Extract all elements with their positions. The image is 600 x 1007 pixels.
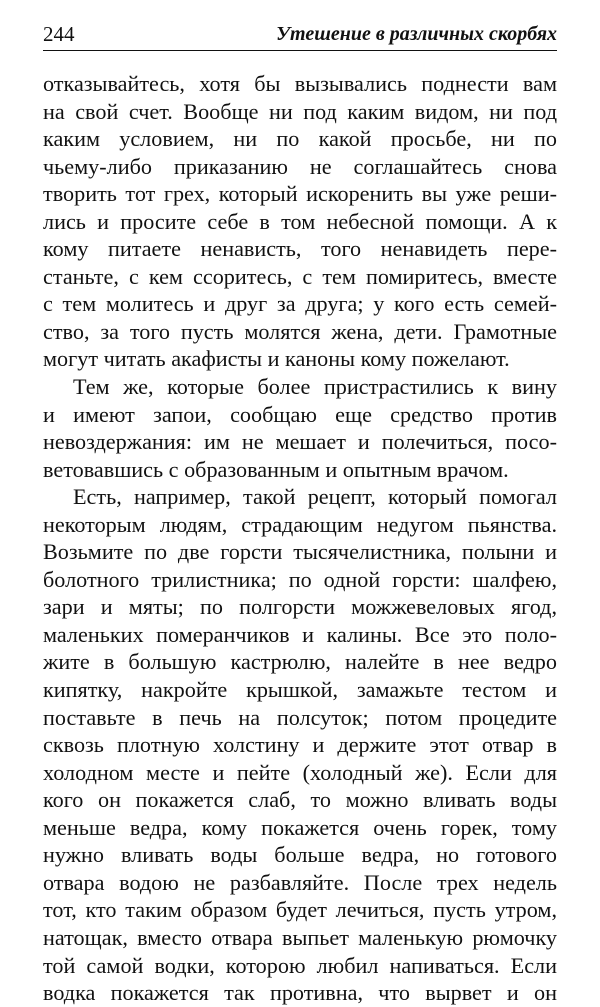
text-line: зари и мяты; по полгорсти можжевеловых ягод,	[43, 594, 557, 620]
text-line: творить тот грех, который искоренить вы уже реши-	[43, 181, 557, 207]
text-line: отвара водою не разбавляйте. После трех недель	[43, 869, 557, 895]
text-line: натощак, вместо отвара выпьет маленькую рюмочку	[43, 924, 557, 950]
text-line: водка покажется так противна, что вырвет и он	[43, 980, 557, 1006]
text-line: кому питаете ненависть, того ненавидеть пере-	[43, 236, 557, 262]
text-line: холодном месте и пейте (холодный же). Если для	[43, 759, 557, 785]
paragraph	[43, 373, 557, 483]
text-line: некоторым людям, страдающим недугом пьянства.	[43, 511, 557, 537]
text-line: могут читать акафисты и каноны кому пожелают.	[43, 346, 510, 372]
text-line: болотного трилистника; по одной горсти: шалфею,	[43, 566, 557, 592]
text-line: сквозь плотную холстину и держите этот отвар в	[43, 732, 557, 758]
text-line: Возьмите по две горсти тысячелистника, полыни и	[43, 539, 557, 565]
text-line: Тем же, которые более пристрастились к вину	[73, 374, 557, 400]
paragraph	[43, 70, 557, 373]
page-number: 244	[43, 22, 75, 46]
text-line: ство, за того пусть молятся жена, дети. Грамотные	[43, 318, 557, 344]
text-line: меньше ведра, кому покажется очень горек, тому	[43, 814, 557, 840]
text-line: и имеют запои, сообщаю еще средство против	[43, 401, 557, 427]
text-line: жите в большую кастрюлю, налейте в нее ведро	[43, 649, 557, 675]
text-line: ветовавшись с образованным и опытным врачом.	[43, 456, 509, 482]
text-line: на свой счет. Вообще ни под каким видом, ни под	[43, 98, 557, 124]
paragraph	[43, 483, 557, 1006]
running-head-title: Утешение в различных скорбях	[276, 23, 557, 45]
running-head	[43, 22, 557, 51]
text-line: невоздержания: им не мешает и полечиться, посо-	[43, 429, 557, 455]
text-line: кого он покажется слаб, то можно вливать воды	[43, 787, 557, 813]
body-text	[43, 70, 557, 1007]
text-line: Есть, например, такой рецепт, который помогал	[73, 484, 557, 510]
text-line: маленьких померанчиков и калины. Все это поло-	[43, 621, 557, 647]
text-line: станьте, с кем ссоритесь, с тем помиритесь, вместе	[43, 263, 557, 289]
text-line: тот, кто таким образом будет лечиться, пусть утром,	[43, 897, 557, 923]
text-line: лись и просите себе в том небесной помощи. А к	[43, 208, 557, 234]
text-line: с тем молитесь и друг за друга; у кого есть семей-	[43, 291, 557, 317]
text-line: каким условием, ни по какой просьбе, ни по	[43, 126, 557, 152]
text-line: той самой водки, которою любил напиваться. Если	[43, 952, 557, 978]
book-page	[43, 0, 557, 1006]
text-line: кипятку, накройте крышкой, замажьте тестом и	[43, 677, 557, 703]
text-line: отказывайтесь, хотя бы вызывались поднести вам	[43, 71, 557, 96]
text-line: чьему-либо приказанию не соглашайтесь снова	[43, 153, 557, 179]
text-line: нужно вливать воды больше ведра, но готового	[43, 842, 557, 868]
text-line: поставьте в печь на полсуток; потом процедите	[43, 704, 557, 730]
